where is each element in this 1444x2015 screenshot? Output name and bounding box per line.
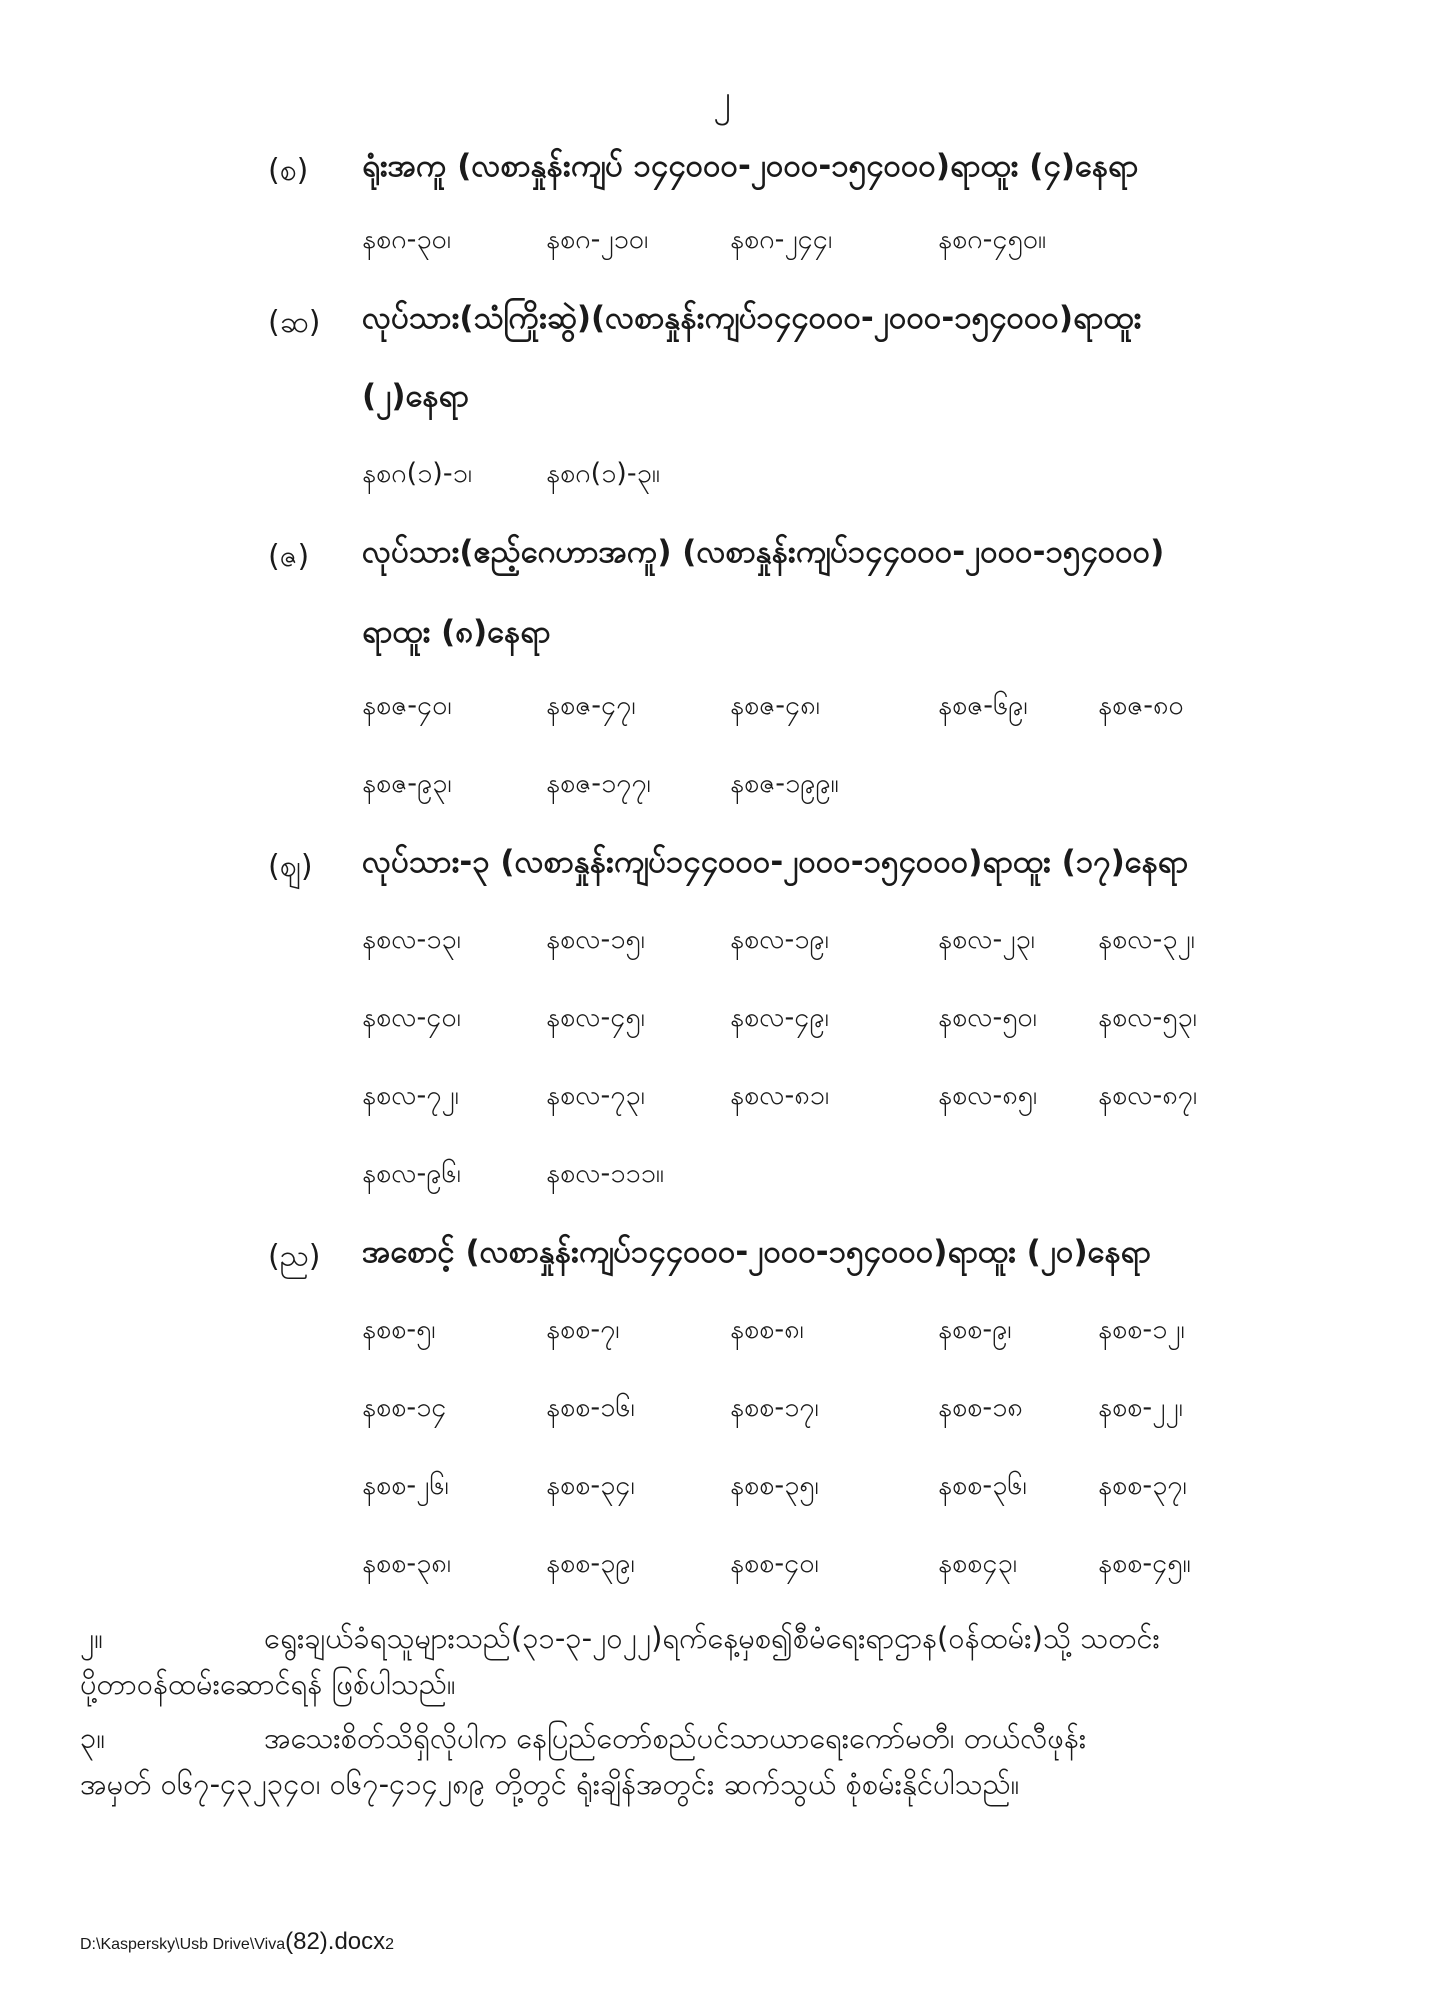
section-letter: (ဈ) [268,849,313,884]
code-item: နစစ-၃၆၊ [938,1470,1027,1501]
code-row [0,922,1444,962]
code-item: နစစ-၄၀၊ [730,1548,819,1579]
code-row [0,766,1444,806]
code-item: နစဇ-၁၇၇၊ [546,768,651,799]
section-title: လုပ်သား(ဧည့်ဂေဟာအကူ) (လစာနှုန်းကျပ်၁၄၄၀၀၀-၂၀၀၀-၁၅၄၀၀၀) [362,534,1165,570]
code-item: နစစ၄၃၊ [938,1548,1017,1579]
section-letter: (ည) [268,1239,321,1274]
code-row [0,1468,1444,1508]
code-item: နစဇ-၄၀၊ [362,690,452,721]
code-item: နစစ-၁၇၊ [730,1392,819,1423]
section-title: ရုံးအကူ (လစာနှုန်းကျပ် ၁၄၄၀၀၀-၂၀၀၀-၁၅၄၀၀၀)ရာထူး (၄)နေရာ [362,148,1139,184]
code-item: နစဂ-၂၁၀၊ [546,224,649,255]
code-item: နစလ-၄၀၊ [362,1002,461,1033]
code-item: နစစ-၅၊ [362,1314,436,1345]
code-item: နစစ-၁၆၊ [546,1392,635,1423]
code-item: နစလ-၉၆၊ [362,1158,461,1189]
code-row [0,1546,1444,1586]
code-row [0,1156,1444,1196]
code-item: နစဇ-၄၇၊ [546,690,636,721]
code-item: နစစ-၉၊ [938,1314,1012,1345]
code-row [0,1312,1444,1352]
code-item: နစလ-၇၂၊ [362,1080,459,1111]
paragraph-3 [80,1720,1380,1810]
code-item: နစစ-၂၆၊ [362,1470,449,1501]
code-item: နစလ-၈၁၊ [730,1080,830,1111]
code-item: နစလ-၁၉၊ [730,924,829,955]
code-item: နစစ-၂၂၊ [1098,1392,1183,1423]
section-title-line2: (၂)နေရာ [362,378,469,414]
code-item: နစဂ(၁)-၁၊ [362,458,473,489]
code-item: နစဇ-၉၃၊ [362,768,452,799]
code-item: နစစ-၁၂၊ [1098,1314,1185,1345]
section-letter: (စ) [268,153,309,188]
code-item: နစဇ-၄၈၊ [730,690,820,721]
paragraph-line: အသေးစိတ်သိရှိလိုပါက နေပြည်တော်စည်ပင်သာယာရေးကော်မတီ၊ တယ်လီဖုန်း [264,1721,1087,1755]
code-row [0,222,1444,262]
paragraph-number: ၃။ [80,1721,106,1755]
code-row [0,688,1444,728]
code-item: နစလ-၅၃၊ [1098,1002,1197,1033]
code-item: နစဂ(၁)-၃။ [546,458,660,489]
code-item: နစစ-၃၇၊ [1098,1470,1187,1501]
section-title: လုပ်သား(သံကြိုးဆွဲ)(လစာနှုန်းကျပ်၁၄၄၀၀၀-၂၀၀၀-၁၅၄၀၀၀)ရာထူး [362,300,1142,336]
code-item: နစစ-၁၄ [362,1392,447,1423]
page-number: ၂ [713,78,731,119]
code-item: နစလ-၇၃၊ [546,1080,645,1111]
code-row [0,1078,1444,1118]
code-item: နစလ-၄၉၊ [730,1002,829,1033]
code-item: နစစ-၃၅၊ [730,1470,819,1501]
section-title: လုပ်သား-၃ (လစာနှုန်းကျပ်၁၄၄၀၀၀-၂၀၀၀-၁၅၄၀၀၀)ရာထူး (၁၇)နေရာ [362,844,1189,880]
footer-path: D:\Kaspersky\Usb Drive\Viva [80,1936,286,1953]
code-item: နစလ-၂၃၊ [938,924,1035,955]
paragraph-2 [80,1620,1380,1710]
code-item: နစဇ-၈၀ [1098,690,1184,721]
code-item: နစလ-၃၂၊ [1098,924,1195,955]
code-item: နစစ-၈၊ [730,1314,804,1345]
section-title-line2: ရာထူး (၈)နေရာ [362,614,551,650]
code-item: နစလ-၈၅၊ [938,1080,1038,1111]
code-item: နစဂ-၃၀၊ [362,224,451,255]
code-item: နစလ-၄၅၊ [546,1002,645,1033]
code-item: နစစ-၃၉၊ [546,1548,635,1579]
footer-file: (82).docx [285,1928,386,1955]
section-title: အစောင့် (လစာနှုန်းကျပ်၁၄၄၀၀၀-၂၀၀၀-၁၅၄၀၀၀)ရာထူး (၂၀)နေရာ [362,1234,1152,1270]
code-item: နစဂ-၂၄၄၊ [730,224,833,255]
paragraph-number: ၂။ [80,1621,104,1655]
code-item: နစလ-၁၃၊ [362,924,461,955]
footer-file-path [80,1928,394,1956]
code-item: နစလ-၈၇၊ [1098,1080,1198,1111]
paragraph-line: အမှတ် ၀၆၇-၄၃၂၃၄၀၊ ၀၆၇-၄၁၄၂၈၉ တို့တွင် ရုံးချိန်အတွင်း ဆက်သွယ် စုံစမ်းနိုင်ပါသည်။ [80,1767,1020,1801]
code-row [0,456,1444,496]
code-item: နစဂ-၄၅၀။ [938,224,1047,255]
paragraph-line: ရွေးချယ်ခံရသူများသည်(၃၁-၃-၂၀၂၂)ရက်နေ့မှစ၍စီမံရေးရာဌာန(ဝန်ထမ်း)သို့ သတင်း [264,1621,1160,1655]
paragraph-line: ပို့တာဝန်ထမ်းဆောင်ရန် ဖြစ်ပါသည်။ [80,1667,456,1701]
code-row [0,1000,1444,1040]
code-item: နစစ-၇၊ [546,1314,620,1345]
code-item: နစစ-၁၈ [938,1392,1023,1423]
code-item: နစဇ-၁၉၉။ [730,768,839,799]
code-item: နစလ-၅၀၊ [938,1002,1037,1033]
section-letter: (ဆ) [268,305,321,340]
code-row [0,1390,1444,1430]
section-letter: (ဇ) [268,539,310,574]
code-item: နစစ-၃၈၊ [362,1548,451,1579]
code-item: နစလ-၁၁၁။ [546,1158,664,1189]
code-item: နစစ-၃၄၊ [546,1470,635,1501]
footer-page: 2 [385,1936,395,1953]
code-item: နစဇ-၆၉၊ [938,690,1028,721]
code-item: နစလ-၁၅၊ [546,924,645,955]
code-item: နစစ-၄၅။ [1098,1548,1191,1579]
